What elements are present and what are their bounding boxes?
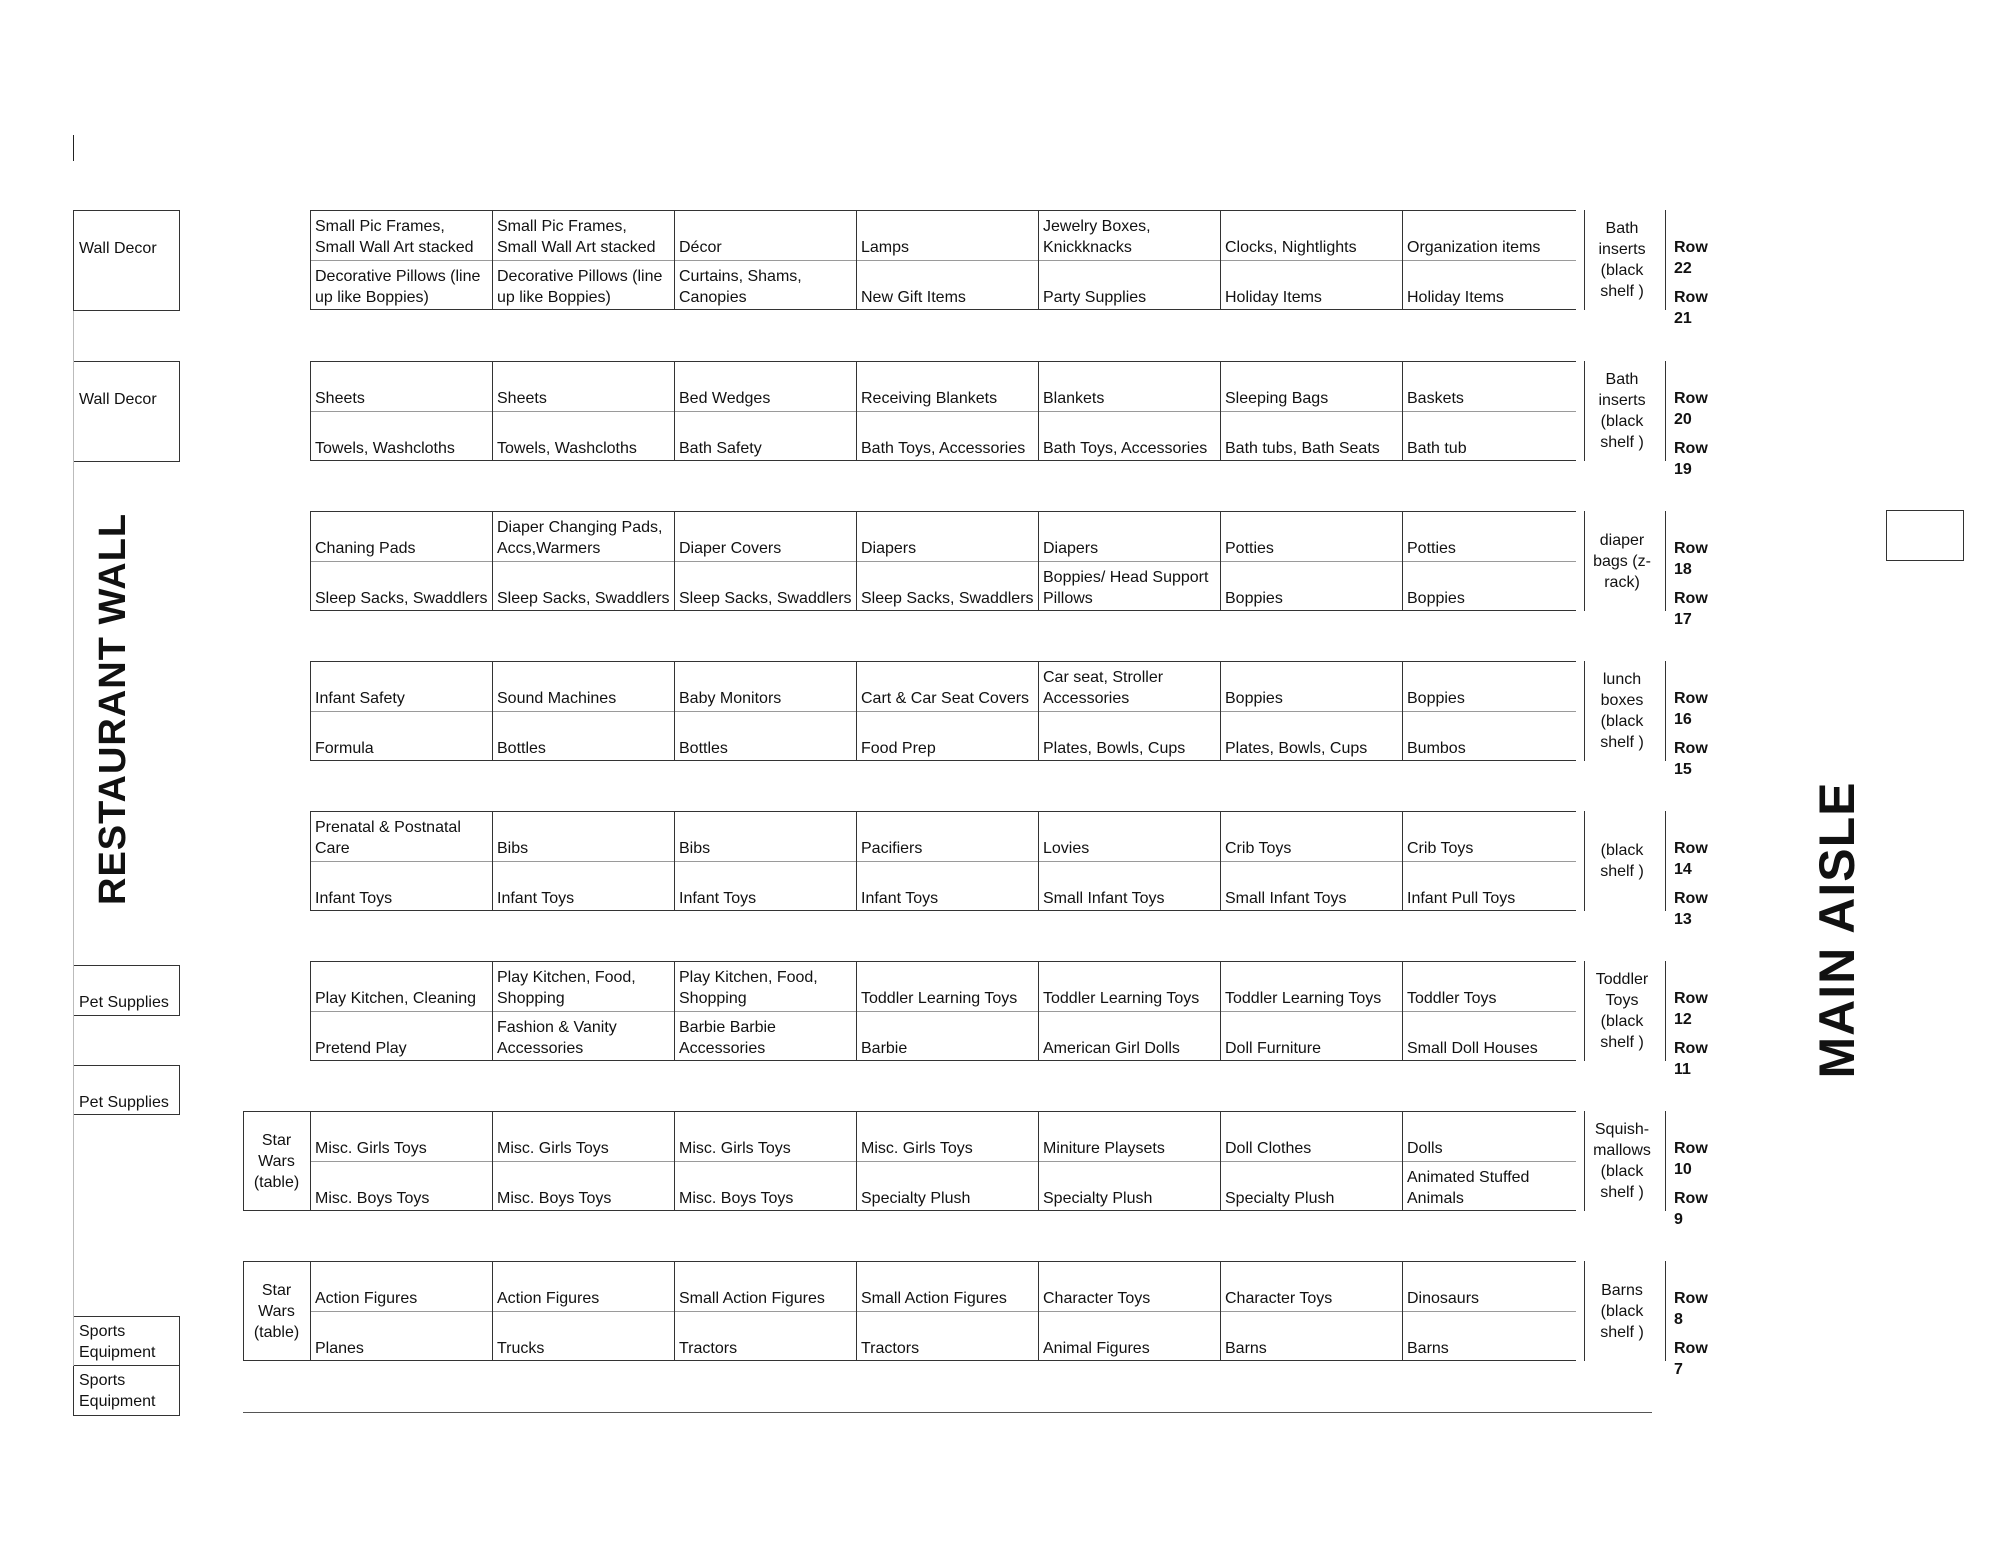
shelf-cell: Toddler Learning Toys [1043,990,1200,1007]
shelf-cell: American Girl Dolls [1043,1040,1180,1057]
shelf-cell: Toddler Toys [1407,990,1497,1007]
shelf-cell: Diapers [861,540,917,557]
shelf-cell: Decorative Pillows (line up like Boppies) [497,268,663,306]
aisle-block [243,1111,1708,1228]
row-number-label: Row 20 [1674,390,1708,428]
shelf-cell: Tractors [861,1340,920,1357]
shelf-cell: Diapers [1043,540,1099,557]
shelf-cell: Bibs [497,840,529,857]
endcap-label: Barns (black shelf ) [1600,1281,1644,1341]
shelf-cell: Bumbos [1407,740,1466,757]
shelf-cell: Blankets [1043,390,1105,407]
shelf-cell: Infant Toys [679,890,757,907]
shelf-cell: Boppies [1407,590,1465,607]
bottom-boundary-line [243,1412,1652,1413]
shelf-cell: Car seat, Stroller Accessories [1043,669,1164,707]
shelf-cell: Formula [315,740,374,757]
aisle-block [310,361,1708,478]
shelf-cell: Boppies [1225,590,1283,607]
shelf-cell: Boppies [1407,690,1465,707]
shelf-cell: Sleep Sacks, Swaddlers [315,590,488,607]
shelf-cell: Specialty Plush [861,1190,971,1207]
endcap-label: Toddler Toys (black shelf ) [1595,971,1649,1051]
shelf-cell: Sleeping Bags [1225,390,1329,407]
shelf-vertical-line [1665,811,1666,911]
shelf-cell: Small Pic Frames, Small Wall Art stacked [315,218,474,256]
row-number-label: Row 8 [1674,1290,1708,1328]
shelf-cell: Pretend Play [315,1040,407,1057]
endcap-label: diaper bags (z-rack) [1593,531,1651,591]
shelf-cell: Baby Monitors [679,690,782,707]
shelf-cell: Misc. Girls Toys [315,1140,427,1157]
shelf-cell: Play Kitchen, Cleaning [315,990,476,1007]
shelf-cell: Animal Figures [1043,1340,1150,1357]
shelf-cell: Crib Toys [1407,840,1474,857]
aisle-block [243,1261,1708,1378]
shelf-cell: Infant Toys [315,890,393,907]
aisle-block [310,661,1708,778]
shelf-cell: Plates, Bowls, Cups [1043,740,1186,757]
shelf-cell: Character Toys [1225,1290,1333,1307]
shelf-vertical-line [1665,961,1666,1061]
shelf-cell: Clocks, Nightlights [1225,239,1357,256]
endcap-label: Bath inserts (black shelf ) [1598,371,1646,451]
shelf-vertical-line [1665,1261,1666,1361]
shelf-cell: Décor [679,239,722,256]
shelf-cell: Sheets [315,390,365,407]
shelf-cell: Misc. Boys Toys [315,1190,430,1207]
shelf-cell: Barns [1225,1340,1267,1357]
shelf-cell: Trucks [497,1340,545,1357]
shelf-cell: Bath tubs, Bath Seats [1225,440,1380,457]
aisle-marker-box [1886,510,1964,561]
shelf-cell: Specialty Plush [1043,1190,1153,1207]
shelf-cell: Misc. Boys Toys [497,1190,612,1207]
shelf-cell: Doll Clothes [1225,1140,1312,1157]
shelf-cell: Tractors [679,1340,738,1357]
shelf-cell: Chaning Pads [315,540,416,557]
shelf-cell: Bath tub [1407,440,1467,457]
shelf-cell: Sleep Sacks, Swaddlers [679,590,852,607]
shelf-cell: Boppies/ Head Support Pillows [1043,569,1209,607]
shelf-cell: Small Infant Toys [1043,890,1165,907]
shelf-vertical-line [1665,1111,1666,1211]
wall-section-wall-decor-1: Wall Decor [73,210,180,311]
shelf-cell: Toddler Learning Toys [861,990,1018,1007]
shelf-cell: Misc. Boys Toys [679,1190,794,1207]
shelf-cell: Sheets [497,390,547,407]
shelf-cell: Lovies [1043,840,1090,857]
endcap-label: Squish-mallows (black shelf ) [1593,1121,1651,1201]
wall-section-sports-equipment-2: Sports Equipment [73,1365,180,1416]
row-number-label: Row 11 [1674,1040,1708,1078]
shelf-cell: Infant Pull Toys [1407,890,1516,907]
shelf-cell: Holiday Items [1225,289,1322,306]
row-number-label: Row 16 [1674,690,1708,728]
shelf-cell: Animated Stuffed Animals [1407,1169,1530,1207]
shelf-cell: Bath Toys, Accessories [861,440,1026,457]
shelf-cell: Misc. Girls Toys [861,1140,973,1157]
shelf-cell: Bath Toys, Accessories [1043,440,1208,457]
wall-section-pet-supplies-2: Pet Supplies [73,1065,180,1115]
shelf-cell: New Gift Items [861,289,966,306]
shelf-cell: Curtains, Shams, Canopies [679,268,802,306]
shelf-cell: Doll Furniture [1225,1040,1322,1057]
shelf-cell: Dolls [1407,1140,1443,1157]
shelf-cell: Diaper Covers [679,540,782,557]
shelf-cell: Bottles [679,740,728,757]
restaurant-wall-line [73,311,74,1366]
shelf-cell: Sleep Sacks, Swaddlers [861,590,1034,607]
aisle-block [310,511,1708,628]
shelf-cell: Holiday Items [1407,289,1504,306]
row-number-label: Row 9 [1674,1190,1708,1228]
aisle-block [310,811,1708,928]
shelf-cell: Cart & Car Seat Covers [861,690,1030,707]
row-number-label: Row 15 [1674,740,1708,778]
shelf-cell: Towels, Washcloths [497,440,637,457]
shelf-cell: Character Toys [1043,1290,1151,1307]
row-number-label: Row 14 [1674,840,1708,878]
row-number-label: Row 21 [1674,289,1708,327]
restaurant-wall-label: RESTAURANT WALL [92,512,134,905]
shelf-cell: Bibs [679,840,711,857]
shelf-cell: Plates, Bowls, Cups [1225,740,1368,757]
wall-section-sports-equipment-1: Sports Equipment [73,1316,180,1367]
row-number-label: Row 13 [1674,890,1708,928]
shelf-cell: Food Prep [861,740,936,757]
shelf-cell: Baskets [1407,390,1464,407]
shelf-cell: Diaper Changing Pads, Accs,Warmers [497,519,663,557]
star-wars-table-label: Star Wars (table) [253,1281,300,1341]
row-number-label: Row 19 [1674,440,1708,478]
shelf-cell: Dinosaurs [1407,1290,1480,1307]
shelf-cell: Small Doll Houses [1407,1040,1538,1057]
shelf-cell: Potties [1225,540,1274,557]
shelf-cell: Sound Machines [497,690,617,707]
shelf-cell: Small Action Figures [679,1290,825,1307]
row-number-label: Row 10 [1674,1140,1708,1178]
shelf-cell: Jewelry Boxes, Knickknacks [1043,218,1151,256]
shelf-cell: Specialty Plush [1225,1190,1335,1207]
shelf-cell: Action Figures [315,1290,418,1307]
shelf-cell: Prenatal & Postnatal Care [315,819,461,857]
aisle-block [310,210,1708,327]
shelf-cell: Infant Safety [315,690,405,707]
shelf-cell: Play Kitchen, Food, Shopping [497,969,636,1007]
shelf-cell: Receiving Blankets [861,390,998,407]
shelf-cell: Toddler Learning Toys [1225,990,1382,1007]
main-aisle-label: MAIN AISLE [1809,781,1865,1079]
shelf-cell: Boppies [1225,690,1283,707]
row-number-label: Row 17 [1674,590,1708,628]
shelf-cell: Bath Safety [679,440,762,457]
text-cursor [73,135,74,161]
shelf-vertical-line [1665,511,1666,611]
shelf-vertical-line [1665,210,1666,310]
shelf-cell: Action Figures [497,1290,600,1307]
star-wars-table-label: Star Wars (table) [253,1131,300,1191]
endcap-label: Bath inserts (black shelf ) [1598,220,1646,300]
shelf-cell: Small Pic Frames, Small Wall Art stacked [497,218,656,256]
row-number-label: Row 18 [1674,540,1708,578]
aisle-block [310,961,1708,1078]
wall-section-wall-decor-2: Wall Decor [73,361,180,462]
endcap-label: lunch boxes (black shelf ) [1600,671,1644,751]
shelf-cell: Potties [1407,540,1456,557]
shelf-cell: Misc. Girls Toys [497,1140,609,1157]
shelf-cell: Decorative Pillows (line up like Boppies) [315,268,481,306]
shelf-cell: Lamps [861,239,910,256]
shelf-cell: Pacifiers [861,840,923,857]
shelf-cell: Infant Toys [861,890,939,907]
row-number-label: Row 7 [1674,1340,1708,1378]
shelf-cell: Crib Toys [1225,840,1292,857]
shelf-cell: Play Kitchen, Food, Shopping [679,969,818,1007]
shelf-cell: Towels, Washcloths [315,440,455,457]
shelf-cell: Bed Wedges [679,390,771,407]
shelf-cell: Small Action Figures [861,1290,1007,1307]
row-number-label: Row 12 [1674,990,1708,1028]
shelf-cell: Party Supplies [1043,289,1147,306]
shelf-cell: Bottles [497,740,546,757]
wall-section-pet-supplies-1: Pet Supplies [73,965,180,1016]
shelf-cell: Sleep Sacks, Swaddlers [497,590,670,607]
shelf-cell: Misc. Girls Toys [679,1140,791,1157]
shelf-cell: Organization items [1407,239,1541,256]
endcap-label: (black shelf ) [1600,842,1644,880]
shelf-cell: Barbie [861,1040,908,1057]
shelf-cell: Barbie Barbie Accessories [679,1019,776,1057]
row-number-label: Row 22 [1674,239,1708,277]
shelf-cell: Fashion & Vanity Accessories [497,1019,617,1057]
shelf-cell: Infant Toys [497,890,575,907]
shelf-vertical-line [1665,661,1666,761]
shelf-vertical-line [1665,361,1666,461]
shelf-cell: Miniture Playsets [1043,1140,1165,1157]
shelf-cell: Barns [1407,1340,1449,1357]
shelf-cell: Small Infant Toys [1225,890,1347,907]
shelf-cell: Planes [315,1340,364,1357]
